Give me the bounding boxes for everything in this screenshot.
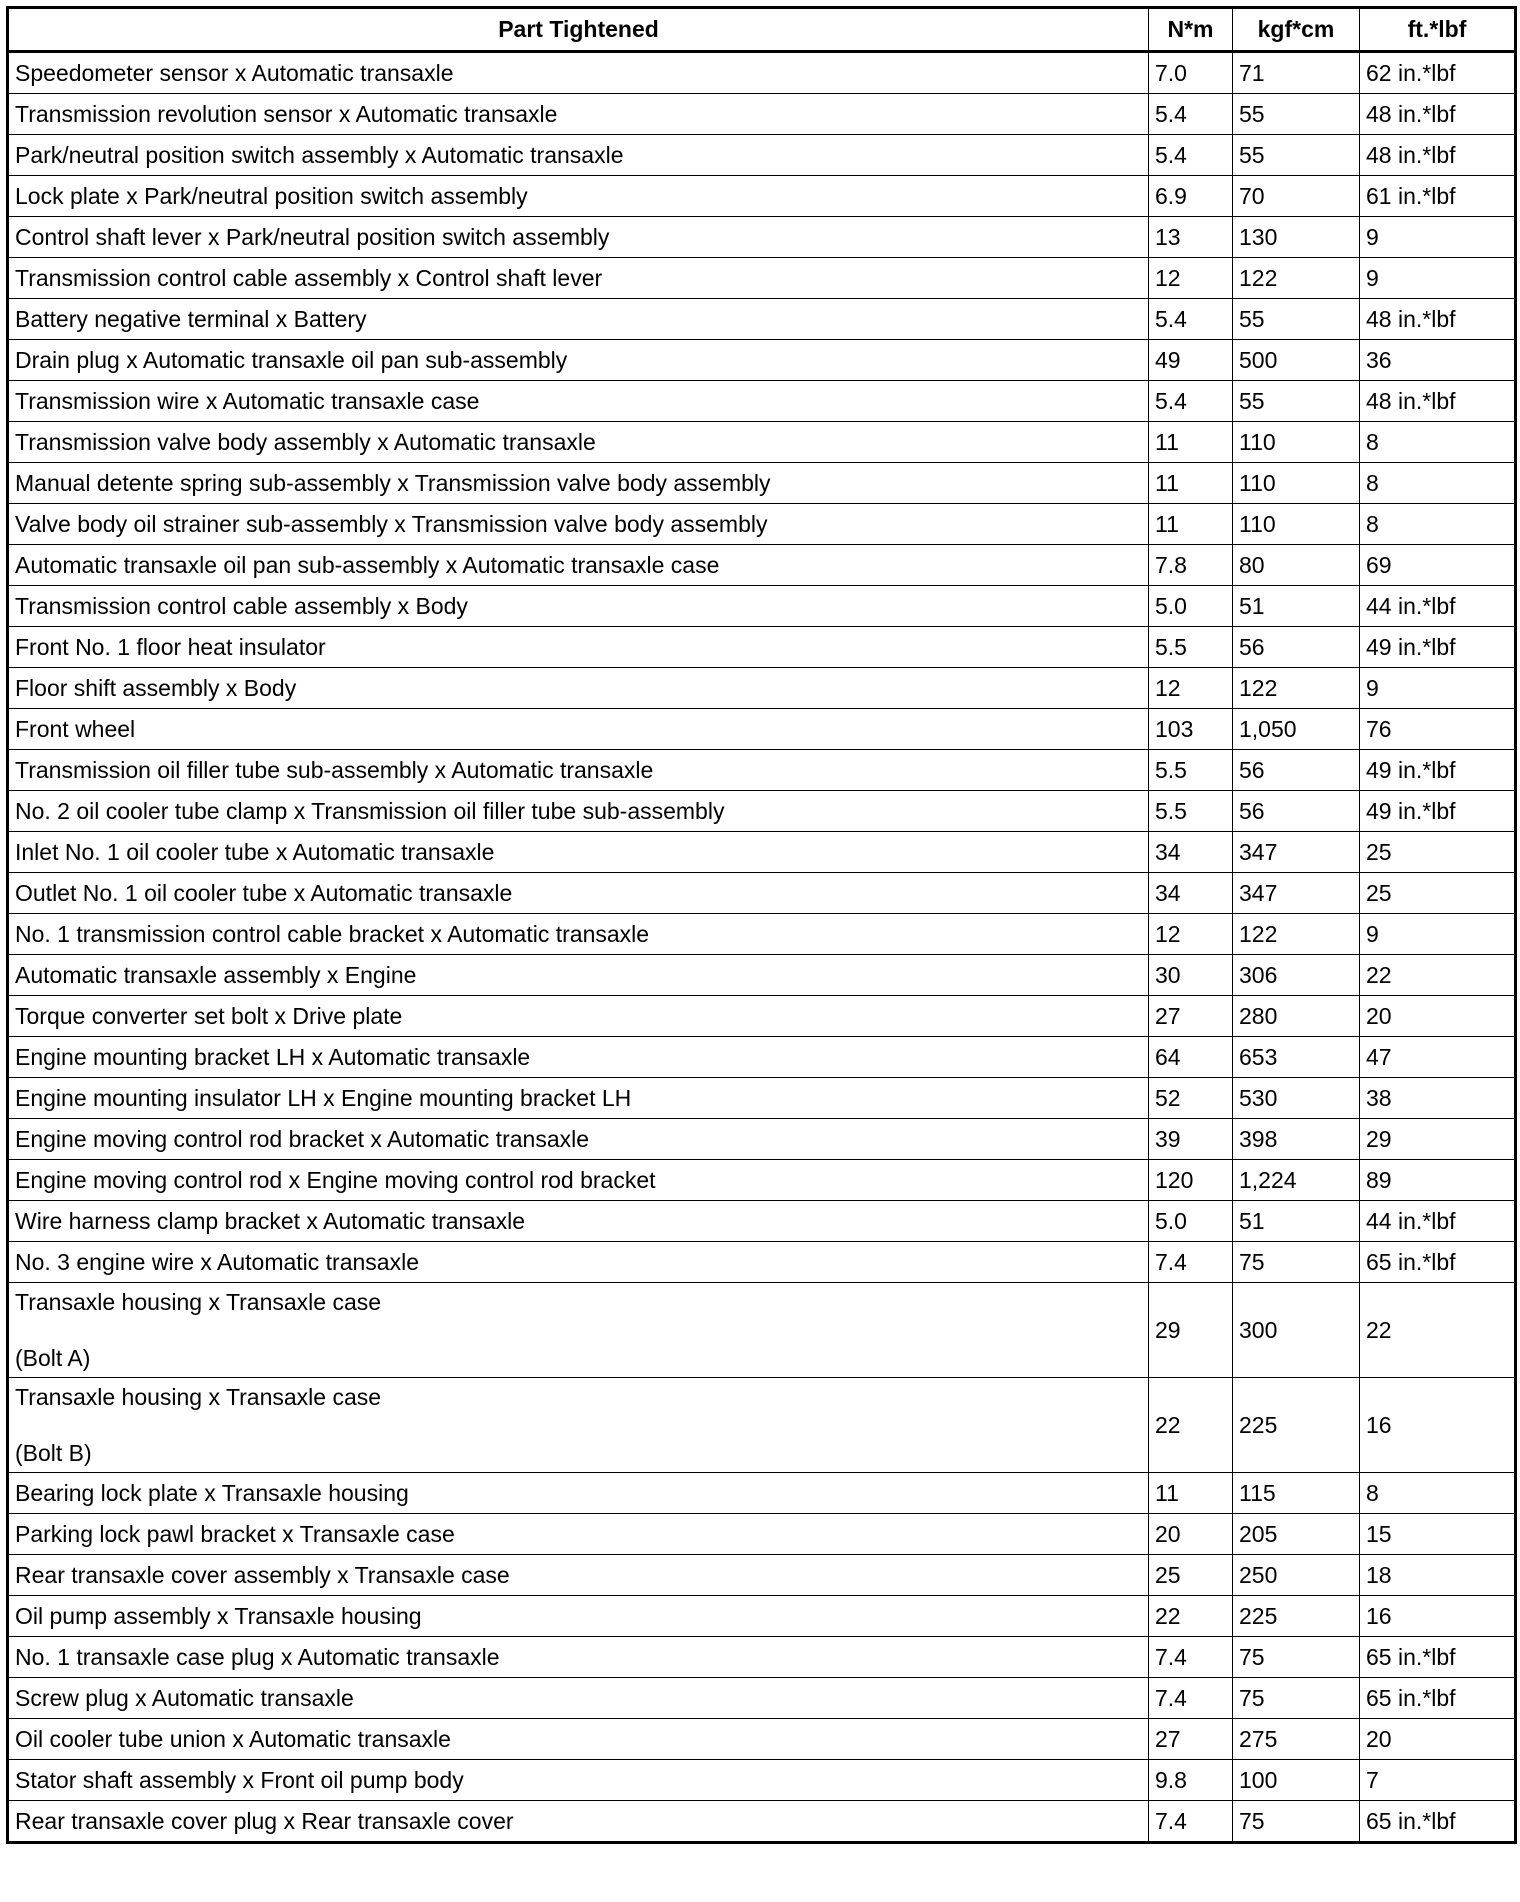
part-name: Control shaft lever x Park/neutral position switch assembly: [15, 223, 610, 250]
ft-lbf-cell: 48 in.*lbf: [1360, 135, 1516, 176]
newton-meter-cell: 12: [1149, 668, 1233, 709]
part-tightened-cell: [8, 750, 1149, 791]
part-tightened-cell: [8, 504, 1149, 545]
part-tightened-cell: [8, 340, 1149, 381]
part-tightened-cell: [8, 94, 1149, 135]
kgf-cm-cell: 250: [1233, 1555, 1360, 1596]
newton-meter-cell: 34: [1149, 832, 1233, 873]
part-tightened-cell: [8, 545, 1149, 586]
table-row: [8, 955, 1516, 996]
kgf-cm-cell: 398: [1233, 1119, 1360, 1160]
header-newton-meter: N*m: [1149, 8, 1233, 52]
table-row: [8, 135, 1516, 176]
table-row: [8, 1555, 1516, 1596]
ft-lbf-cell: 44 in.*lbf: [1360, 1201, 1516, 1242]
kgf-cm-cell: 70: [1233, 176, 1360, 217]
kgf-cm-cell: 56: [1233, 791, 1360, 832]
part-name: No. 3 engine wire x Automatic transaxle: [15, 1248, 419, 1275]
ft-lbf-cell: 47: [1360, 1037, 1516, 1078]
table-body: [8, 52, 1516, 1843]
kgf-cm-cell: 75: [1233, 1242, 1360, 1283]
part-tightened-cell: [8, 996, 1149, 1037]
kgf-cm-cell: 56: [1233, 627, 1360, 668]
table-row: [8, 832, 1516, 873]
ft-lbf-cell: 7: [1360, 1760, 1516, 1801]
newton-meter-cell: 7.8: [1149, 545, 1233, 586]
part-name: Torque converter set bolt x Drive plate: [15, 1002, 403, 1029]
table-row: [8, 791, 1516, 832]
torque-specification-table: [6, 6, 1517, 1844]
part-name: Parking lock pawl bracket x Transaxle case: [15, 1520, 455, 1547]
ft-lbf-cell: 49 in.*lbf: [1360, 750, 1516, 791]
table-row: [8, 381, 1516, 422]
table-row: [8, 1678, 1516, 1719]
table-row: [8, 1637, 1516, 1678]
part-name: Bearing lock plate x Transaxle housing: [15, 1479, 409, 1506]
part-name: Automatic transaxle assembly x Engine: [15, 961, 417, 988]
ft-lbf-cell: 48 in.*lbf: [1360, 94, 1516, 135]
table-row: [8, 1473, 1516, 1514]
part-note: (Bolt A): [15, 1345, 91, 1371]
ft-lbf-cell: 22: [1360, 1283, 1516, 1378]
part-tightened-cell: [8, 135, 1149, 176]
part-name: Front wheel: [15, 715, 136, 742]
newton-meter-cell: 5.5: [1149, 627, 1233, 668]
newton-meter-cell: 11: [1149, 1473, 1233, 1514]
table-row: [8, 340, 1516, 381]
kgf-cm-cell: 1,224: [1233, 1160, 1360, 1201]
table-row: [8, 258, 1516, 299]
part-name: Transmission wire x Automatic transaxle case: [15, 387, 480, 414]
ft-lbf-cell: 65 in.*lbf: [1360, 1801, 1516, 1843]
header-part-tightened: Part Tightened: [8, 8, 1149, 52]
table-row: [8, 299, 1516, 340]
kgf-cm-cell: 347: [1233, 873, 1360, 914]
newton-meter-cell: 11: [1149, 422, 1233, 463]
newton-meter-cell: 29: [1149, 1283, 1233, 1378]
ft-lbf-cell: 25: [1360, 873, 1516, 914]
newton-meter-cell: 22: [1149, 1596, 1233, 1637]
newton-meter-cell: 9.8: [1149, 1760, 1233, 1801]
part-name: Screw plug x Automatic transaxle: [15, 1684, 354, 1711]
ft-lbf-cell: 48 in.*lbf: [1360, 381, 1516, 422]
part-tightened-cell: [8, 832, 1149, 873]
table-row: [8, 1242, 1516, 1283]
part-name: Oil cooler tube union x Automatic transaxle: [15, 1725, 451, 1752]
ft-lbf-cell: 48 in.*lbf: [1360, 299, 1516, 340]
table-row: [8, 1283, 1516, 1378]
part-tightened-cell: [8, 258, 1149, 299]
part-tightened-cell: [8, 176, 1149, 217]
table-row: [8, 504, 1516, 545]
part-name: Transaxle housing x Transaxle case: [15, 1383, 382, 1410]
part-name: Engine mounting bracket LH x Automatic transaxle: [15, 1043, 531, 1070]
table-row: [8, 545, 1516, 586]
newton-meter-cell: 49: [1149, 340, 1233, 381]
part-tightened-cell: [8, 1555, 1149, 1596]
table-row: [8, 1119, 1516, 1160]
table-row: [8, 1719, 1516, 1760]
newton-meter-cell: 27: [1149, 1719, 1233, 1760]
part-name: Engine moving control rod bracket x Automatic transaxle: [15, 1125, 590, 1152]
kgf-cm-cell: 71: [1233, 52, 1360, 94]
ft-lbf-cell: 61 in.*lbf: [1360, 176, 1516, 217]
newton-meter-cell: 12: [1149, 258, 1233, 299]
newton-meter-cell: 39: [1149, 1119, 1233, 1160]
table-row: [8, 1160, 1516, 1201]
ft-lbf-cell: 25: [1360, 832, 1516, 873]
part-tightened-cell: [8, 668, 1149, 709]
newton-meter-cell: 5.4: [1149, 94, 1233, 135]
ft-lbf-cell: 9: [1360, 914, 1516, 955]
part-tightened-cell: [8, 1242, 1149, 1283]
kgf-cm-cell: 130: [1233, 217, 1360, 258]
newton-meter-cell: 20: [1149, 1514, 1233, 1555]
ft-lbf-cell: 8: [1360, 422, 1516, 463]
part-tightened-cell: [8, 873, 1149, 914]
table-row: [8, 586, 1516, 627]
table-row: [8, 914, 1516, 955]
part-tightened-cell: [8, 52, 1149, 94]
newton-meter-cell: 11: [1149, 504, 1233, 545]
kgf-cm-cell: 51: [1233, 1201, 1360, 1242]
part-tightened-cell: [8, 1760, 1149, 1801]
table-row: [8, 709, 1516, 750]
kgf-cm-cell: 225: [1233, 1596, 1360, 1637]
part-tightened-cell: [8, 1801, 1149, 1843]
newton-meter-cell: 7.4: [1149, 1637, 1233, 1678]
newton-meter-cell: 13: [1149, 217, 1233, 258]
newton-meter-cell: 11: [1149, 463, 1233, 504]
part-name: Wire harness clamp bracket x Automatic transaxle: [15, 1207, 526, 1234]
ft-lbf-cell: 49 in.*lbf: [1360, 791, 1516, 832]
newton-meter-cell: 5.5: [1149, 750, 1233, 791]
kgf-cm-cell: 653: [1233, 1037, 1360, 1078]
part-tightened-cell: [8, 1201, 1149, 1242]
ft-lbf-cell: 16: [1360, 1596, 1516, 1637]
ft-lbf-cell: 9: [1360, 668, 1516, 709]
kgf-cm-cell: 280: [1233, 996, 1360, 1037]
ft-lbf-cell: 29: [1360, 1119, 1516, 1160]
table-row: [8, 1760, 1516, 1801]
part-name: Manual detente spring sub-assembly x Transmission valve body assembly: [15, 469, 771, 496]
ft-lbf-cell: 9: [1360, 258, 1516, 299]
newton-meter-cell: 7.4: [1149, 1678, 1233, 1719]
part-name: No. 2 oil cooler tube clamp x Transmission oil filler tube sub-assembly: [15, 797, 725, 824]
ft-lbf-cell: 18: [1360, 1555, 1516, 1596]
table-row: [8, 627, 1516, 668]
ft-lbf-cell: 36: [1360, 340, 1516, 381]
part-name: Valve body oil strainer sub-assembly x Transmission valve body assembly: [15, 510, 768, 537]
part-tightened-cell: [8, 1473, 1149, 1514]
ft-lbf-cell: 20: [1360, 1719, 1516, 1760]
part-tightened-cell: [8, 1160, 1149, 1201]
kgf-cm-cell: 75: [1233, 1678, 1360, 1719]
ft-lbf-cell: 49 in.*lbf: [1360, 627, 1516, 668]
newton-meter-cell: 27: [1149, 996, 1233, 1037]
part-name: Transmission valve body assembly x Automatic transaxle: [15, 428, 596, 455]
part-tightened-cell: [8, 217, 1149, 258]
table-row: [8, 1596, 1516, 1637]
newton-meter-cell: 5.4: [1149, 135, 1233, 176]
ft-lbf-cell: 65 in.*lbf: [1360, 1242, 1516, 1283]
kgf-cm-cell: 55: [1233, 94, 1360, 135]
table-row: [8, 1037, 1516, 1078]
ft-lbf-cell: 76: [1360, 709, 1516, 750]
part-name: Outlet No. 1 oil cooler tube x Automatic transaxle: [15, 879, 513, 906]
kgf-cm-cell: 55: [1233, 381, 1360, 422]
part-name: Inlet No. 1 oil cooler tube x Automatic transaxle: [15, 838, 495, 865]
table-row: [8, 52, 1516, 94]
kgf-cm-cell: 122: [1233, 258, 1360, 299]
part-name: Floor shift assembly x Body: [15, 674, 297, 701]
table-row: [8, 94, 1516, 135]
kgf-cm-cell: 110: [1233, 422, 1360, 463]
part-tightened-cell: [8, 627, 1149, 668]
table-row: [8, 996, 1516, 1037]
newton-meter-cell: 25: [1149, 1555, 1233, 1596]
part-tightened-cell: [8, 955, 1149, 996]
ft-lbf-cell: 15: [1360, 1514, 1516, 1555]
newton-meter-cell: 5.0: [1149, 1201, 1233, 1242]
part-name: Engine moving control rod x Engine moving control rod bracket: [15, 1166, 656, 1193]
kgf-cm-cell: 122: [1233, 914, 1360, 955]
table-row: [8, 176, 1516, 217]
kgf-cm-cell: 122: [1233, 668, 1360, 709]
part-name: Transmission control cable assembly x Body: [15, 592, 468, 619]
part-tightened-cell: [8, 1283, 1149, 1378]
newton-meter-cell: 5.5: [1149, 791, 1233, 832]
ft-lbf-cell: 8: [1360, 1473, 1516, 1514]
ft-lbf-cell: 16: [1360, 1378, 1516, 1473]
ft-lbf-cell: 22: [1360, 955, 1516, 996]
part-name: Lock plate x Park/neutral position switch assembly: [15, 182, 528, 209]
part-name: Automatic transaxle oil pan sub-assembly x Automatic transaxle case: [15, 551, 720, 578]
part-tightened-cell: [8, 1119, 1149, 1160]
part-name: No. 1 transaxle case plug x Automatic transaxle: [15, 1643, 500, 1670]
newton-meter-cell: 103: [1149, 709, 1233, 750]
kgf-cm-cell: 347: [1233, 832, 1360, 873]
part-tightened-cell: [8, 791, 1149, 832]
part-tightened-cell: [8, 463, 1149, 504]
part-tightened-cell: [8, 1719, 1149, 1760]
part-name: No. 1 transmission control cable bracket x Automatic transaxle: [15, 920, 650, 947]
newton-meter-cell: 7.4: [1149, 1242, 1233, 1283]
ft-lbf-cell: 44 in.*lbf: [1360, 586, 1516, 627]
kgf-cm-cell: 110: [1233, 463, 1360, 504]
kgf-cm-cell: 55: [1233, 135, 1360, 176]
table-row: [8, 463, 1516, 504]
table-row: [8, 1514, 1516, 1555]
ft-lbf-cell: 69: [1360, 545, 1516, 586]
kgf-cm-cell: 100: [1233, 1760, 1360, 1801]
table-row: [8, 1078, 1516, 1119]
kgf-cm-cell: 80: [1233, 545, 1360, 586]
ft-lbf-cell: 38: [1360, 1078, 1516, 1119]
part-tightened-cell: [8, 1678, 1149, 1719]
kgf-cm-cell: 530: [1233, 1078, 1360, 1119]
part-tightened-cell: [8, 1037, 1149, 1078]
newton-meter-cell: 34: [1149, 873, 1233, 914]
ft-lbf-cell: 89: [1360, 1160, 1516, 1201]
part-name: Drain plug x Automatic transaxle oil pan sub-assembly: [15, 346, 568, 373]
newton-meter-cell: 5.4: [1149, 299, 1233, 340]
ft-lbf-cell: 8: [1360, 504, 1516, 545]
part-name: Park/neutral position switch assembly x Automatic transaxle: [15, 141, 624, 168]
part-tightened-cell: [8, 1637, 1149, 1678]
part-tightened-cell: [8, 1514, 1149, 1555]
part-name: Engine mounting insulator LH x Engine mounting bracket LH: [15, 1084, 632, 1111]
kgf-cm-cell: 115: [1233, 1473, 1360, 1514]
part-name: Stator shaft assembly x Front oil pump body: [15, 1766, 464, 1793]
part-tightened-cell: [8, 586, 1149, 627]
kgf-cm-cell: 275: [1233, 1719, 1360, 1760]
kgf-cm-cell: 51: [1233, 586, 1360, 627]
part-name: Oil pump assembly x Transaxle housing: [15, 1602, 422, 1629]
part-name: Transaxle housing x Transaxle case: [15, 1288, 382, 1315]
part-name: Front No. 1 floor heat insulator: [15, 633, 326, 660]
newton-meter-cell: 12: [1149, 914, 1233, 955]
kgf-cm-cell: 1,050: [1233, 709, 1360, 750]
kgf-cm-cell: 110: [1233, 504, 1360, 545]
ft-lbf-cell: 65 in.*lbf: [1360, 1678, 1516, 1719]
kgf-cm-cell: 205: [1233, 1514, 1360, 1555]
newton-meter-cell: 120: [1149, 1160, 1233, 1201]
newton-meter-cell: 6.9: [1149, 176, 1233, 217]
part-name: Transmission control cable assembly x Control shaft lever: [15, 264, 603, 291]
part-note: (Bolt B): [15, 1440, 92, 1466]
part-tightened-cell: [8, 1596, 1149, 1637]
table-row: [8, 1801, 1516, 1843]
table-header-row: [8, 8, 1516, 52]
newton-meter-cell: 7.0: [1149, 52, 1233, 94]
table-row: [8, 422, 1516, 463]
table-row: [8, 1378, 1516, 1473]
part-tightened-cell: [8, 1378, 1149, 1473]
kgf-cm-cell: 56: [1233, 750, 1360, 791]
kgf-cm-cell: 55: [1233, 299, 1360, 340]
kgf-cm-cell: 500: [1233, 340, 1360, 381]
ft-lbf-cell: 62 in.*lbf: [1360, 52, 1516, 94]
part-name: Battery negative terminal x Battery: [15, 305, 367, 332]
header-kgf-cm: kgf*cm: [1233, 8, 1360, 52]
ft-lbf-cell: 20: [1360, 996, 1516, 1037]
part-name: Transmission oil filler tube sub-assembly x Automatic transaxle: [15, 756, 654, 783]
part-tightened-cell: [8, 1078, 1149, 1119]
newton-meter-cell: 5.4: [1149, 381, 1233, 422]
ft-lbf-cell: 9: [1360, 217, 1516, 258]
newton-meter-cell: 7.4: [1149, 1801, 1233, 1843]
ft-lbf-cell: 8: [1360, 463, 1516, 504]
kgf-cm-cell: 75: [1233, 1801, 1360, 1843]
part-name: Transmission revolution sensor x Automatic transaxle: [15, 100, 558, 127]
part-name: Speedometer sensor x Automatic transaxle: [15, 59, 454, 86]
kgf-cm-cell: 300: [1233, 1283, 1360, 1378]
newton-meter-cell: 5.0: [1149, 586, 1233, 627]
header-ft-lbf: ft.*lbf: [1360, 8, 1516, 52]
newton-meter-cell: 52: [1149, 1078, 1233, 1119]
table-row: [8, 668, 1516, 709]
part-tightened-cell: [8, 709, 1149, 750]
part-name: Rear transaxle cover plug x Rear transaxle cover: [15, 1807, 514, 1834]
part-name: Rear transaxle cover assembly x Transaxle case: [15, 1561, 510, 1588]
kgf-cm-cell: 75: [1233, 1637, 1360, 1678]
table-row: [8, 1201, 1516, 1242]
part-tightened-cell: [8, 299, 1149, 340]
kgf-cm-cell: 225: [1233, 1378, 1360, 1473]
table-row: [8, 217, 1516, 258]
kgf-cm-cell: 306: [1233, 955, 1360, 996]
table-row: [8, 873, 1516, 914]
part-tightened-cell: [8, 422, 1149, 463]
part-tightened-cell: [8, 914, 1149, 955]
newton-meter-cell: 30: [1149, 955, 1233, 996]
newton-meter-cell: 64: [1149, 1037, 1233, 1078]
table-row: [8, 750, 1516, 791]
part-tightened-cell: [8, 381, 1149, 422]
newton-meter-cell: 22: [1149, 1378, 1233, 1473]
ft-lbf-cell: 65 in.*lbf: [1360, 1637, 1516, 1678]
